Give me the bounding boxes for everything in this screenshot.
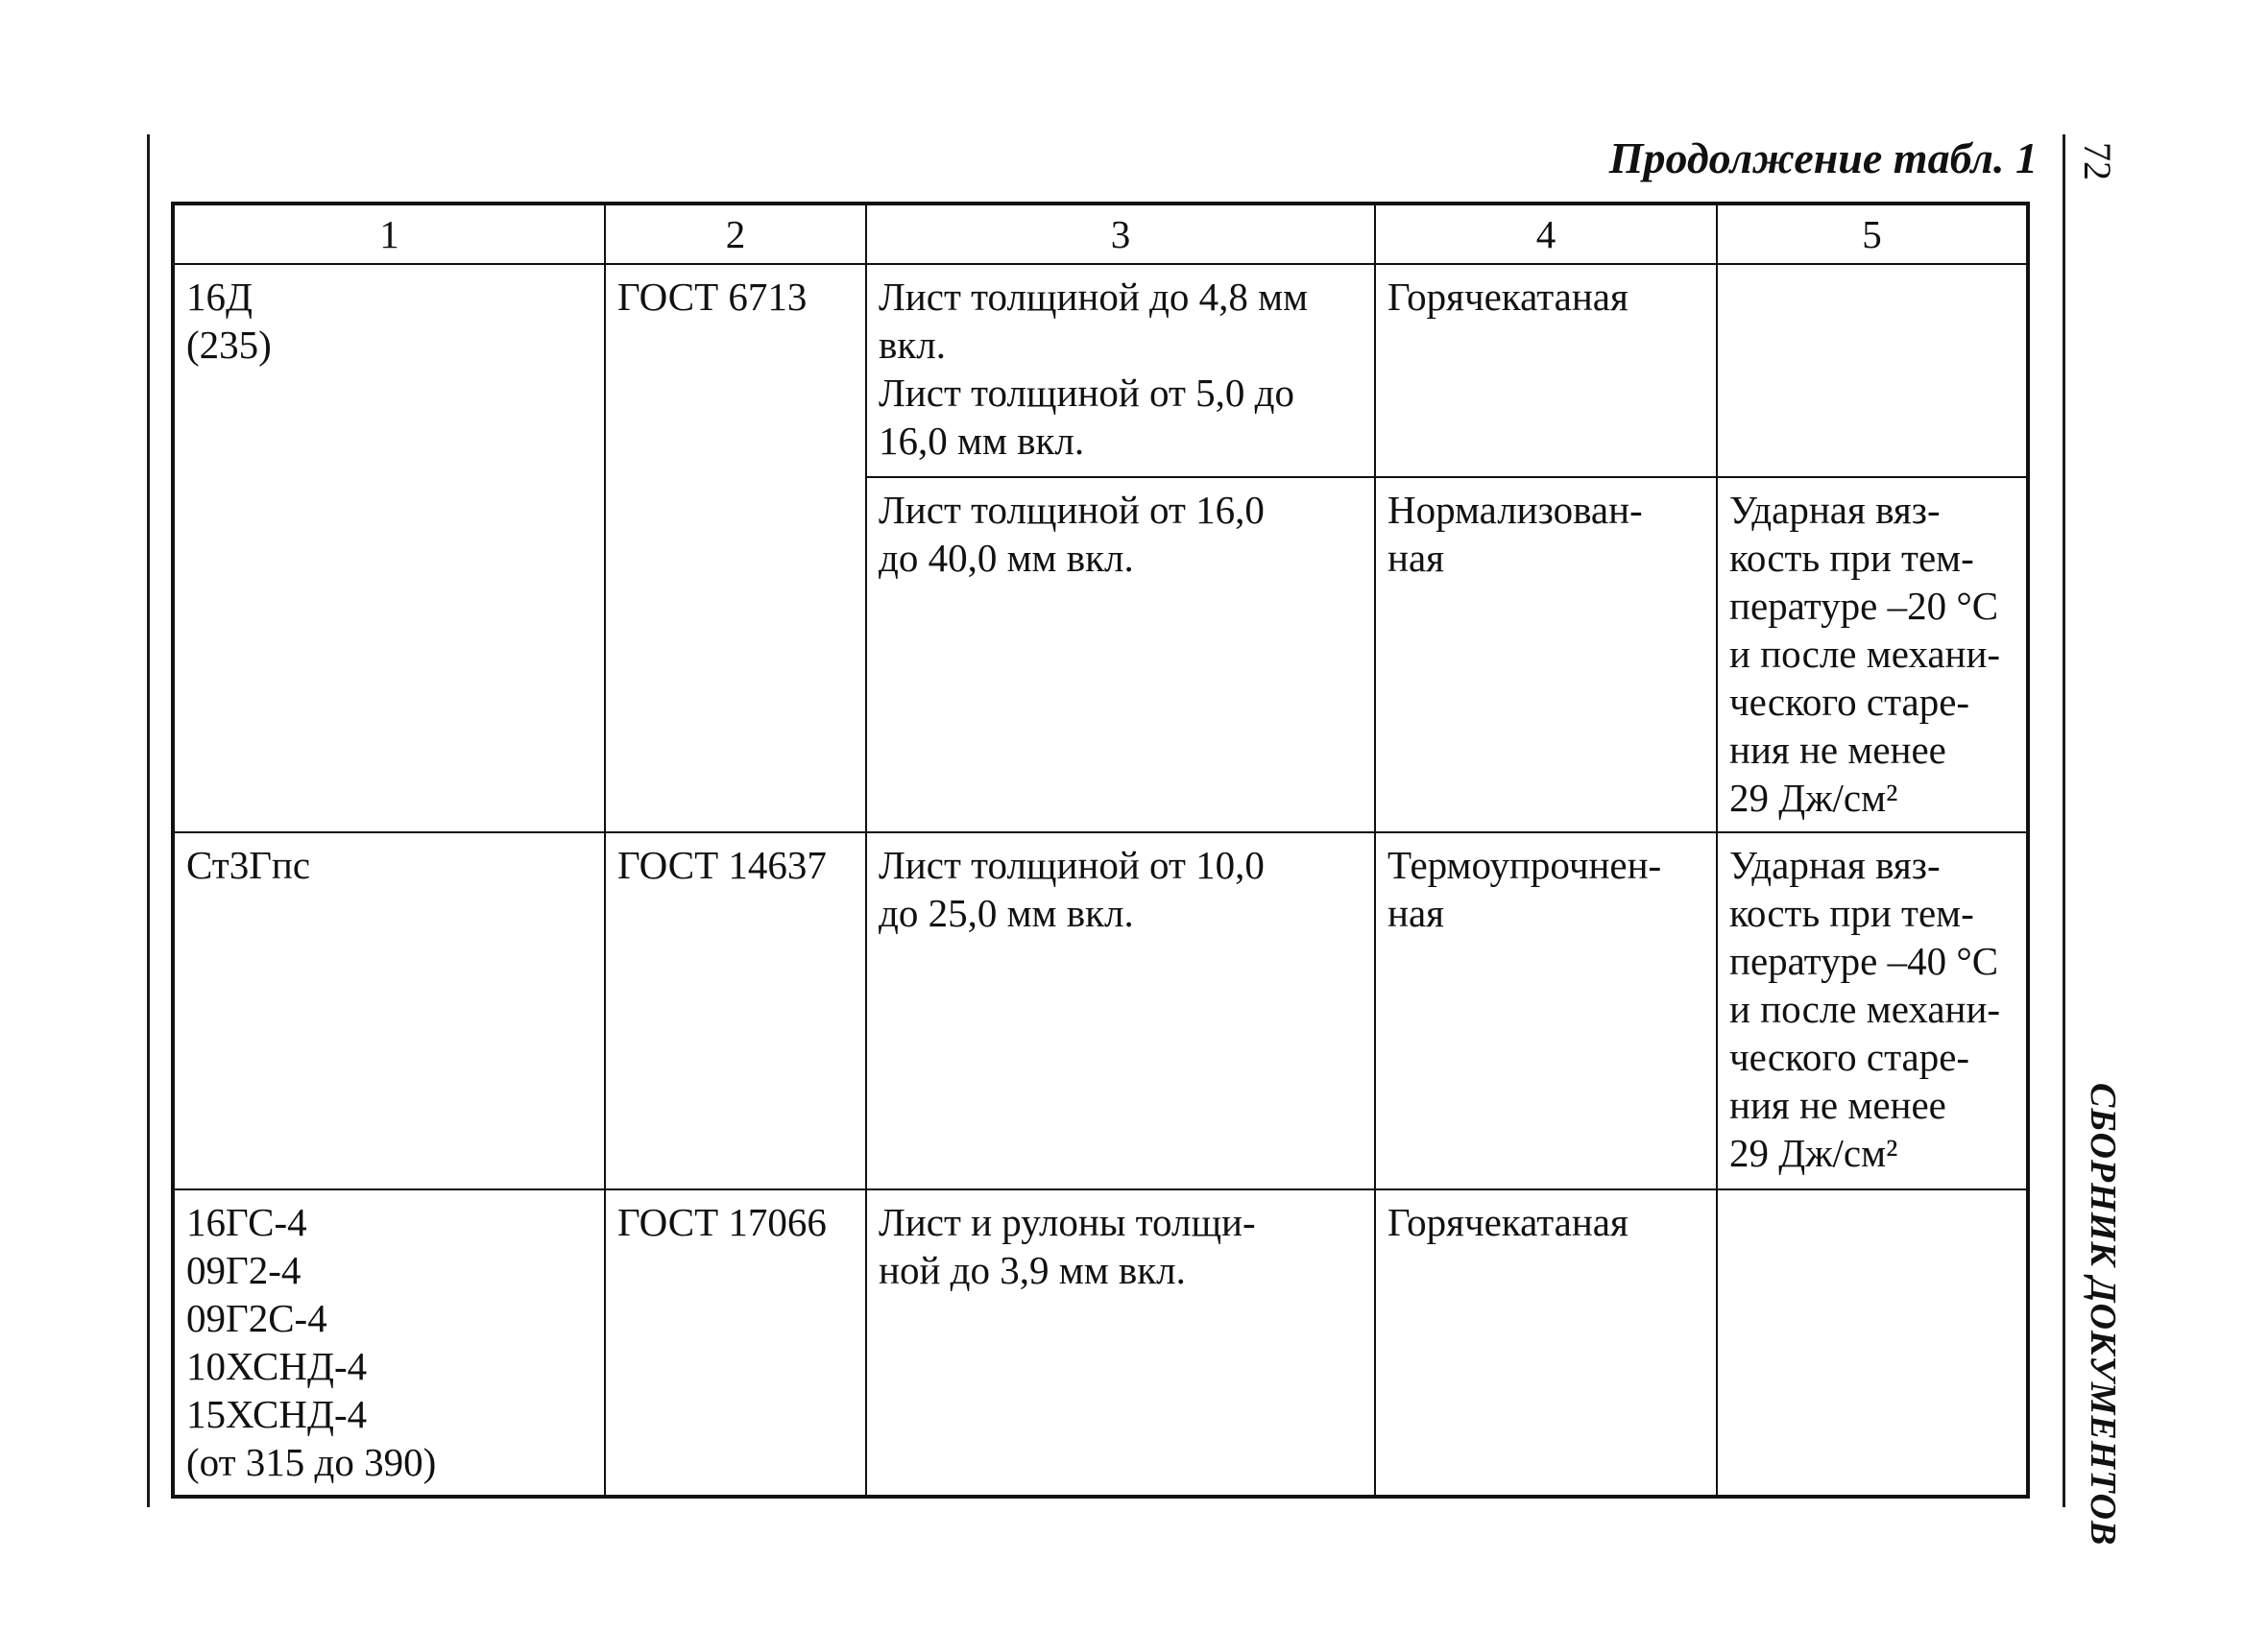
table-row bbox=[173, 1189, 2028, 1497]
table-header-row bbox=[173, 204, 2028, 264]
column-header: 1 bbox=[173, 204, 605, 264]
requirements-cell bbox=[1717, 1189, 2028, 1497]
column-header: 5 bbox=[1717, 204, 2028, 264]
page-number: 72 bbox=[2076, 142, 2119, 180]
steel-grade-cell: Ст3Гпс bbox=[173, 832, 605, 1189]
requirements-cell: Ударная вяз- кость при тем- пературе –20 °С и после механи- ческого старе- ния не менее 29 Дж/см² bbox=[1717, 477, 2028, 832]
right-margin-rule bbox=[2063, 134, 2065, 1507]
steel-grade-cell: 16ГС-4 09Г2-4 09Г2С-4 10ХСНД-4 15ХСНД-4 (от 315 до 390) bbox=[173, 1189, 605, 1497]
product-cell: Лист толщиной от 16,0 до 40,0 мм вкл. bbox=[866, 477, 1375, 832]
standard-cell: ГОСТ 17066 bbox=[605, 1189, 866, 1497]
product-cell: Лист толщиной до 4,8 мм вкл. Лист толщиной от 5,0 до 16,0 мм вкл. bbox=[866, 264, 1375, 477]
product-cell: Лист и рулоны толщи- ной до 3,9 мм вкл. bbox=[866, 1189, 1375, 1497]
product-cell: Лист толщиной от 10,0 до 25,0 мм вкл. bbox=[866, 832, 1375, 1189]
table-row bbox=[173, 264, 2028, 477]
condition-cell: Нормализован- ная bbox=[1375, 477, 1717, 832]
requirements-cell bbox=[1717, 264, 2028, 477]
column-header: 3 bbox=[866, 204, 1375, 264]
condition-cell: Горячекатаная bbox=[1375, 264, 1717, 477]
condition-cell: Горячекатаная bbox=[1375, 1189, 1717, 1497]
standard-cell: ГОСТ 14637 bbox=[605, 832, 866, 1189]
side-running-title: СБОРНИК ДОКУМЕНТОВ bbox=[2083, 1083, 2123, 1547]
steel-grade-cell: 16Д (235) bbox=[173, 264, 605, 832]
table-continuation-label: Продолжение табл. 1 bbox=[1608, 133, 2038, 182]
steel-grades-table bbox=[171, 202, 2030, 1499]
requirements-cell: Ударная вяз- кость при тем- пературе –40 °С и после механи- ческого старе- ния не менее 29 Дж/см² bbox=[1717, 832, 2028, 1189]
column-header: 2 bbox=[605, 204, 866, 264]
left-margin-rule bbox=[147, 134, 150, 1507]
condition-cell: Термоупрочнен- ная bbox=[1375, 832, 1717, 1189]
standard-cell: ГОСТ 6713 bbox=[605, 264, 866, 832]
column-header: 4 bbox=[1375, 204, 1717, 264]
table-row bbox=[173, 832, 2028, 1189]
